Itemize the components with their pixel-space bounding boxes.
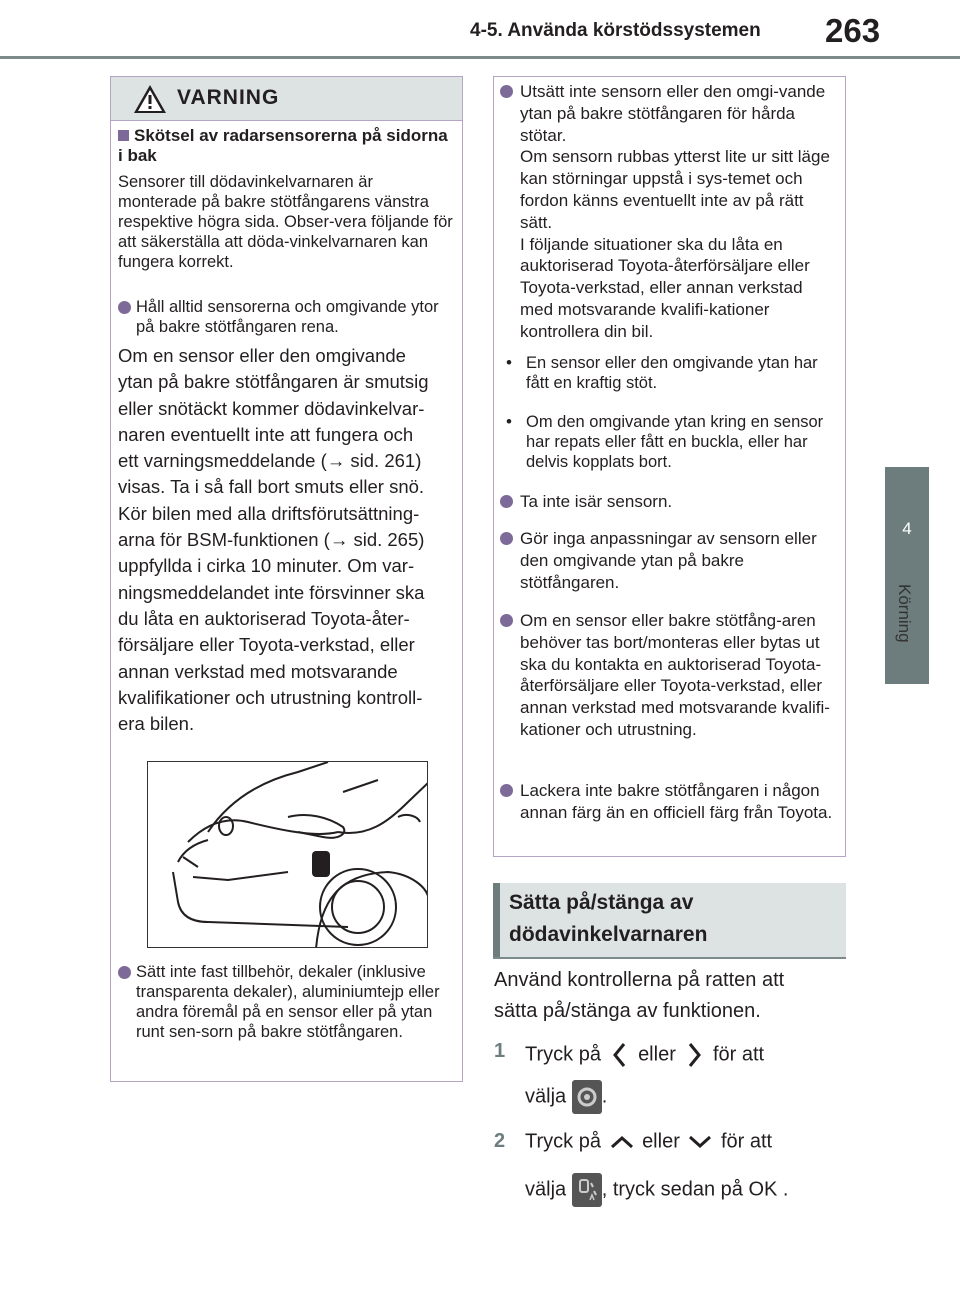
chevron-down-icon bbox=[685, 1130, 715, 1154]
chevron-right-icon bbox=[681, 1040, 707, 1070]
settings-gear-icon bbox=[572, 1080, 602, 1114]
bullet-dot-icon bbox=[118, 966, 131, 979]
notes-box bbox=[493, 76, 846, 857]
note-bullet-adjust: Gör inga anpassningar av sensorn eller den omgivande ytan på bakre stötfångaren. bbox=[500, 528, 837, 593]
warning-heading: Skötsel av radarsensorerna på sidorna i bak bbox=[118, 126, 448, 165]
bullet-dot-icon bbox=[500, 495, 513, 508]
chapter-tab-label: Körning bbox=[895, 584, 914, 643]
bullet-dot-icon bbox=[118, 301, 131, 314]
section-body: Använd kontrollerna på ratten att sätta på/stänga av funktionen. bbox=[494, 969, 785, 1022]
square-bullet-icon bbox=[118, 130, 129, 141]
warning-intro: Sensorer till dödavinkelvarnaren är monterade på bakre stötfångarens vänstra respektive högra sida. Obser-vera följande för att säkerställa att döda-vinkelvarnaren kan fungera korrekt. bbox=[118, 173, 453, 271]
header-divider bbox=[0, 56, 960, 59]
car-rear-illustration bbox=[148, 762, 428, 948]
page-number: 263 bbox=[825, 12, 881, 49]
bullet-dot-icon bbox=[500, 85, 513, 98]
note-sub-strong-impact: • En sensor eller den omgivande ytan har fått en kraftig stöt. bbox=[506, 353, 818, 392]
chevron-up-icon bbox=[607, 1130, 637, 1154]
warning-box bbox=[110, 76, 463, 1082]
note-bullet-disassemble: Ta inte isär sensorn. bbox=[500, 491, 837, 513]
warning-header bbox=[111, 77, 462, 121]
ok-button-label: OK bbox=[748, 1178, 778, 1201]
rear-bumper-illustration bbox=[147, 761, 428, 948]
warning-body: Om en sensor eller den omgivande ytan på bakre stötfångaren är smutsig eller snötäckt kommer dödavinkelvar- naren eventuellt inte att fungera och ett varningsmeddelande (→ sid. 261) visas. Ta i så fall bort smuts eller snö. Kör bilen med alla driftsförutsättning- arna för BSM-funktionen (→ sid. 265) uppfyllda i cirka 10 minuter. Om var- ningsmeddelandet inte försvinner ska du låta en auktoriserad Toyota-åter- försäljare eller Toyota-verkstad, eller annan verkstad med motsvarande kvalifikationer och utrustning kontroll- era bilen. bbox=[118, 345, 429, 735]
note-sub-scratched: • Om den omgivande ytan kring en sensor har repats eller fått en buckla, eller har delvis kopplats bort. bbox=[506, 412, 824, 471]
note-bullet-remove: Om en sensor eller bakre stötfång-aren behöver tas bort/monteras eller bytas ut ska du kontakta en auktoriserad Toyota-återförsäljare eller Toyota-verkstad, eller annan verkstad med motsvarande kvalifi-kationer och utrustning. bbox=[500, 610, 837, 741]
bullet-dot-icon bbox=[500, 614, 513, 627]
section-divider bbox=[493, 957, 846, 959]
section-title-bar bbox=[493, 883, 500, 957]
note-bullet-impact: Utsätt inte sensorn eller den omgi-vande ytan på bakre stötfångaren för hårda stötar. Om sensorn rubbas ytterst lite ur sitt läge kan störningar uppstå i sys-temet och fordon känns eventuellt inte av på rätt sätt. I följande situationer ska du låta en auktoriserad Toyota-återförsäljare eller Toyota-verkstad, eller annan verkstad med motsvarande kvalifi-kationer kontrollera din bil. bbox=[500, 81, 837, 343]
note-bullet-paint: Lackera inte bakre stötfångaren i någon annan färg än en officiell färg från Toyota. bbox=[500, 780, 837, 824]
chapter-tab[interactable] bbox=[885, 467, 929, 684]
bullet-dot-icon bbox=[500, 784, 513, 797]
warning-bullet-accessories: Sätt inte fast tillbehör, dekaler (inklusive transparenta dekaler), aluminiumtejp eller andra föremål på en sensor eller på ytan runt sen-sorn på bakre stötfångaren. bbox=[118, 962, 458, 1042]
section-title: Sätta på/stänga av dödavinkelvarnaren bbox=[493, 883, 846, 957]
blind-spot-monitor-icon bbox=[572, 1173, 602, 1207]
warning-bullet-clean: Håll alltid sensorerna och omgivande ytor på bakre stötfångaren rena. bbox=[118, 297, 458, 337]
warning-label: VARNING bbox=[177, 86, 280, 109]
bullet-dot-icon bbox=[500, 532, 513, 545]
chevron-left-icon bbox=[607, 1040, 633, 1070]
warning-triangle-icon bbox=[133, 84, 167, 114]
chapter-title: 4-5. Använda körstödssystemen bbox=[470, 20, 761, 41]
chapter-tab-number: 4 bbox=[902, 519, 912, 538]
